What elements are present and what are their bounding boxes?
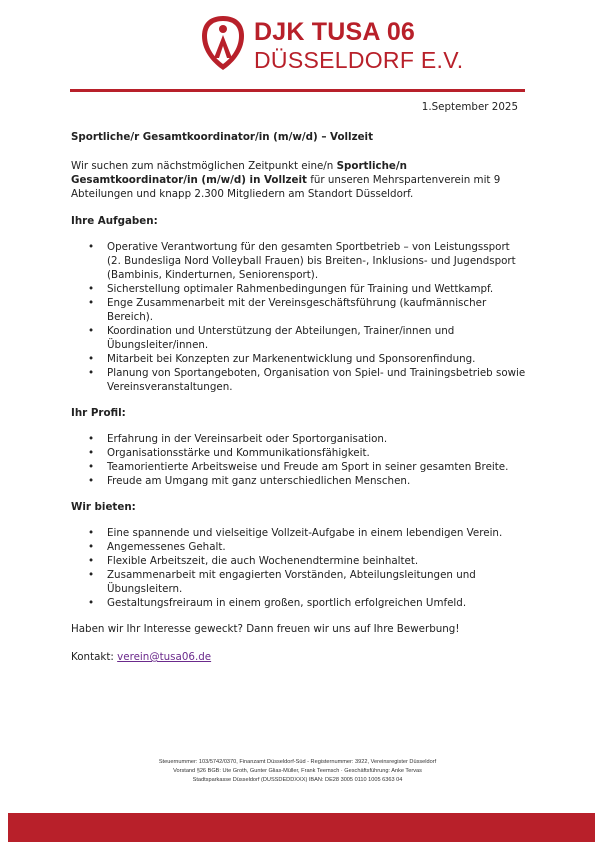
list-item: • Flexible Arbeitszeit, die auch Wochenendtermine beinhaltet. [71, 554, 526, 568]
list-item: • Angemessenes Gehalt. [71, 540, 526, 554]
list-item: • Enge Zusammenarbeit mit der Vereinsgeschäftsführung (kaufmännischer Bereich). [71, 296, 526, 324]
job-title: Sportliche/r Gesamtkoordinator/in (m/w/d) – Vollzeit [71, 131, 374, 143]
list-item: • Koordination und Unterstützung der Abteilungen, Trainer/innen und Übungsleiter/innen. [71, 324, 526, 352]
letter-date: 1.September 2025 [421, 101, 518, 113]
list-item: • Operative Verantwortung für den gesamten Sportbetrieb – von Leistungssport (2. Bundesliga Nord Volleyball Frauen) bis Breiten-, Inklusions- und Jugendsport (Bambinis, Kinderturnen, Seniorensport). [71, 240, 526, 282]
footer-legal-info [0, 758, 595, 785]
contact-label: Kontakt: [71, 651, 118, 663]
club-logo [200, 14, 464, 74]
list-item: • Erfahrung in der Vereinsarbeit oder Sportorganisation. [71, 432, 526, 446]
footer-line: Stadtsparkasse Düsseldorf (DUSSDEDDXXX) IBAN: DE28 3005 0110 1005 6363 04 [192, 777, 403, 783]
list-item: • Eine spannende und vielseitige Vollzeit-Aufgabe in einem lebendigen Verein. [71, 526, 526, 540]
closing-sentence: Haben wir Ihr Interesse geweckt? Dann freuen wir uns auf Ihre Bewerbung! [71, 623, 460, 635]
list-item: • Planung von Sportangeboten, Organisation von Spiel- und Trainingsbetrieb sowie Vereinsveranstaltungen. [71, 366, 526, 394]
tasks-heading: Ihre Aufgaben: [71, 215, 158, 227]
intro-text-2: für unseren Mehrspartenverein mit 9 Abteilungen und knapp 2.300 Mitgliedern am Standort Düsseldorf. [71, 174, 501, 200]
profile-list [71, 432, 526, 488]
offer-heading: Wir bieten: [71, 501, 136, 513]
letter-body [71, 100, 526, 664]
tasks-list [71, 240, 526, 394]
profile-heading: Ihr Profil: [71, 407, 126, 419]
intro-paragraph [71, 159, 526, 201]
contact-email-link[interactable]: verein@tusa06.de [117, 651, 212, 663]
list-item: • Freude am Umgang mit ganz unterschiedlichen Menschen. [71, 474, 526, 488]
footer-color-bar [8, 813, 595, 842]
intro-text-1: Wir suchen zum nächstmöglichen Zeitpunkt eine/n [71, 160, 337, 172]
list-item: • Organisationsstärke und Kommunikationsfähigkeit. [71, 446, 526, 460]
list-item: • Zusammenarbeit mit engagierten Vorständen, Abteilungsleitungen und Übungsleitern. [71, 568, 526, 596]
club-crest-icon [200, 14, 246, 72]
logo-subtitle: DÜSSELDORF E.V. [254, 47, 464, 73]
offer-list [71, 526, 526, 610]
footer-line: Steuernummer: 103/5742/0370, Finanzamt Düsseldorf-Süd - Registernummer: 3922, Vereinsregister Düsseldorf [158, 759, 437, 765]
list-item: • Mitarbeit bei Konzepten zur Markenentwicklung und Sponsorenfindung. [71, 352, 526, 366]
list-item: • Teamorientierte Arbeitsweise und Freude am Sport in seiner gesamten Breite. [71, 460, 526, 474]
contact-line [71, 650, 526, 664]
list-item: • Sicherstellung optimaler Rahmenbedingungen für Training und Wettkampf. [71, 282, 526, 296]
logo-title: DJK TUSA 06 [254, 18, 416, 46]
intro-bold-text: Sportliche/n Gesamtkoordinator/in (m/w/d) in Vollzeit [71, 160, 408, 186]
footer-line: Vorstand §26 BGB: Ute Groth, Gunter Glias-Müller, Frank Teemsch · Geschäftsführung: Anke Tervas [173, 768, 422, 774]
header-divider [70, 89, 525, 92]
list-item: • Gestaltungsfreiraum in einem großen, sportlich erfolgreichen Umfeld. [71, 596, 526, 610]
